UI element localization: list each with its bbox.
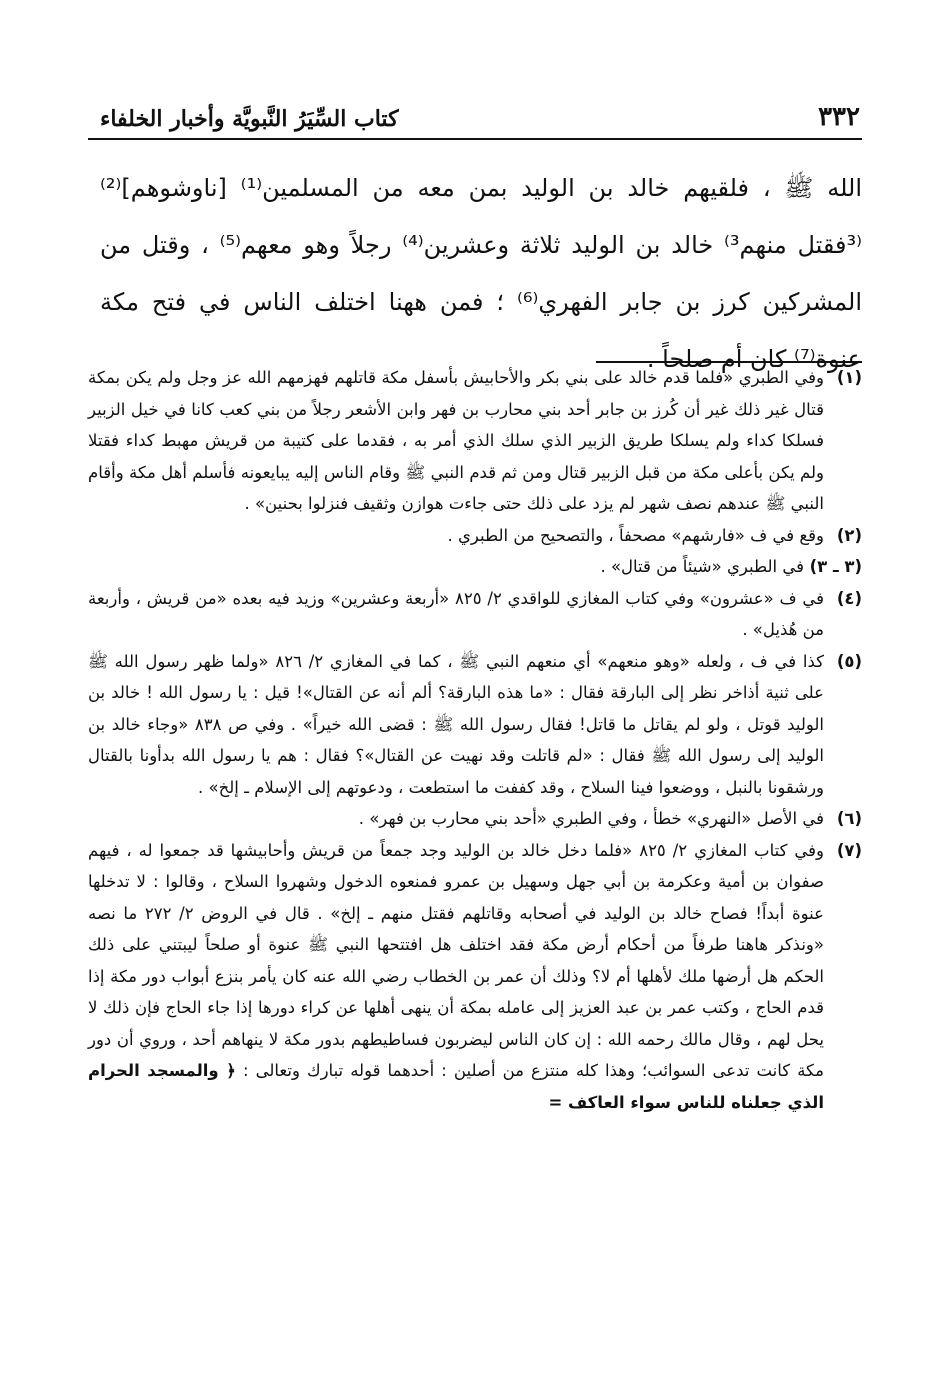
footnote-text: في ف «عشرون» وفي كتاب المغازي للواقدي ٢/ ٨٢٥ «أربعة وعشرين» وزيد فيه بعده «من قريش ، وأربعة من هُذيل» . <box>88 588 824 639</box>
footnote-text: وفي الطبري «فلما قدم خالد على بني بكر والأحابيش بأسفل مكة قاتلهم فهزمهم الله عز وجل ولم يكن بمكة قتال غير ذلك غير أن كُرز بن جابر أحد بني محارب بن فهر وابن الأشعر رجلاً من بني كعب كانا في خيل الزبير فسلكا كداء ولم يسلكا طريق الزبير الذي سلك الذي أمر به ، فقدما على كتيبة من قريش مهبط كداء فقتلا ولم يكن بأعلى مكة من قبل الزبير قتال ومن ثم قدم النبي ﷺ وقام الناس إليه يبايعونه فأسلم أهل مكة وأقام النبي ﷺ عندهم نصف شهر لم يزد على ذلك حتى جاءت هوازن وثقيف فنزلوا بحنين» . <box>88 368 824 513</box>
footnote-label: (٢) <box>836 525 862 545</box>
footnote-1 <box>88 362 862 520</box>
footnote-text <box>88 835 824 1119</box>
footnote-5 <box>88 646 862 804</box>
footnote-label: (٦) <box>836 809 862 828</box>
footnote-label: (٣ ـ ٣) <box>809 557 862 576</box>
footnote-text: كذا في ف ، ولعله «وهو منعهم» أي منعهم النبي ﷺ ، كما في المغازي ٢/ ٨٢٦ «ولما ظهر رسول الله ﷺ على ثنية أذاخر نظر إلى البارقة فقال : «ما هذه البارقة؟ ألم أنه عن القتال»! قيل : يا رسول الله ! خالد بن الوليد قوتل ، ولو لم يقاتل ما قاتل! فقال رسول الله ﷺ : قضى الله خيراً» . وفي ص ٨٣٨ «وجاء خالد بن الوليد إلى رسول الله ﷺ فقال : «لم قاتلت وقد نهيت عن القتال»؟ فقال : هم يا رسول الله بدأونا بالقتال ورشقونا بالنبل ، ووضعوا فينا السلاح ، وقد كففت ما استطعت ، ودعوتهم إلى الإسلام ـ إلخ» . <box>88 651 824 797</box>
header-divider <box>88 138 862 140</box>
footnote-4 <box>88 583 862 646</box>
footnote-text: في الطبري «شيئاً من قتال» . <box>600 557 804 576</box>
footnote-7 <box>88 835 862 1119</box>
footnote-label: (٧) <box>836 840 862 860</box>
footnote-label: (٤) <box>836 588 862 608</box>
quran-quote: ﴿ والمسجد الحرام الذي جعلناه للناس سواء العاكف = <box>88 1061 824 1112</box>
footnote-3 <box>88 551 862 583</box>
main-text <box>100 160 863 373</box>
footnote-label: (١) <box>836 368 862 387</box>
footnote-body: وفي كتاب المغازي ٢/ ٨٢٥ «فلما دخل خالد بن الوليد وجد جمعاً من قريش وأحابيشها قد جمعوا له ، فيهم صفوان بن أمية وعكرمة بن أبي جهل وسهيل بن عمرو فمنعوه الدخول وشهروا السلاح ، وقالوا : لا تدخلها عنوة أبداً! فصاح خالد بن الوليد في أصحابه وقاتلهم فقتل منهم ـ إلخ» . قال في الروض ٢/ ٢٧٢ ما نصه «ونذكر هاهنا طرفاً من أحكام أرض مكة فقد اختلف هل افتتحها النبي ﷺ عنوة أو صلحاً ليبتني على ذلك الحكم هل أرضها ملك لأهلها أم لا؟ وذلك أن عمر بن الخطاب رضي الله عنه كان يأمر بنزع أبواب دور مكة إذا قدم الحاج ، وكتب عمر بن عبد العزيز إلى عامله بمكة أن ينهى أهلها عن كراء دورها إذا جاء الحاج فإن ذلك لا يحل لهم ، وقال مالك رحمه الله : إن كان الناس ليضربون فساطيطهم بدور مكة لا ينهاهم أحد ، وروي أن دور مكة كانت تدعى السوائب؛ وهذا كله منتزع من أصلين : أحدهما قوله تبارك وتعالى : <box>88 840 824 1080</box>
footnotes <box>88 362 862 1352</box>
footnote-label: (٥) <box>836 651 862 671</box>
page-number: ٣٣٢ <box>818 102 860 132</box>
footnote-6 <box>88 803 862 835</box>
running-header <box>100 92 860 132</box>
footnote-text: وقع في ف «فارشهم» مصحفاً ، والتصحيح من الطبري . <box>447 525 824 545</box>
footnote-2 <box>88 520 862 552</box>
main-paragraph: الله ﷺ ، فلقيهم خالد بن الوليد بمن معه من المسلمين⁽¹⁾ [ناوشوهم]⁽²⁾ ⁽³فقتل منهم³⁾ خالد بن الوليد ثلاثة وعشرين⁽⁴⁾ رجلاً وهو معهم⁽⁵⁾ ، وقتل من المشركين كرز بن جابر الفهري⁽⁶⁾ ؛ فمن ههنا اختلف الناس في فتح مكة عنوة⁽⁷⁾ كان أم صلحاً . <box>100 174 863 373</box>
footnote-text: في الأصل «النهري» خطأ ، وفي الطبري «أحد بني محارب بن فهر» . <box>358 809 824 828</box>
book-title: كتاب السِّيَرُ النَّبويَّة وأخبار الخلفاء <box>100 106 399 132</box>
